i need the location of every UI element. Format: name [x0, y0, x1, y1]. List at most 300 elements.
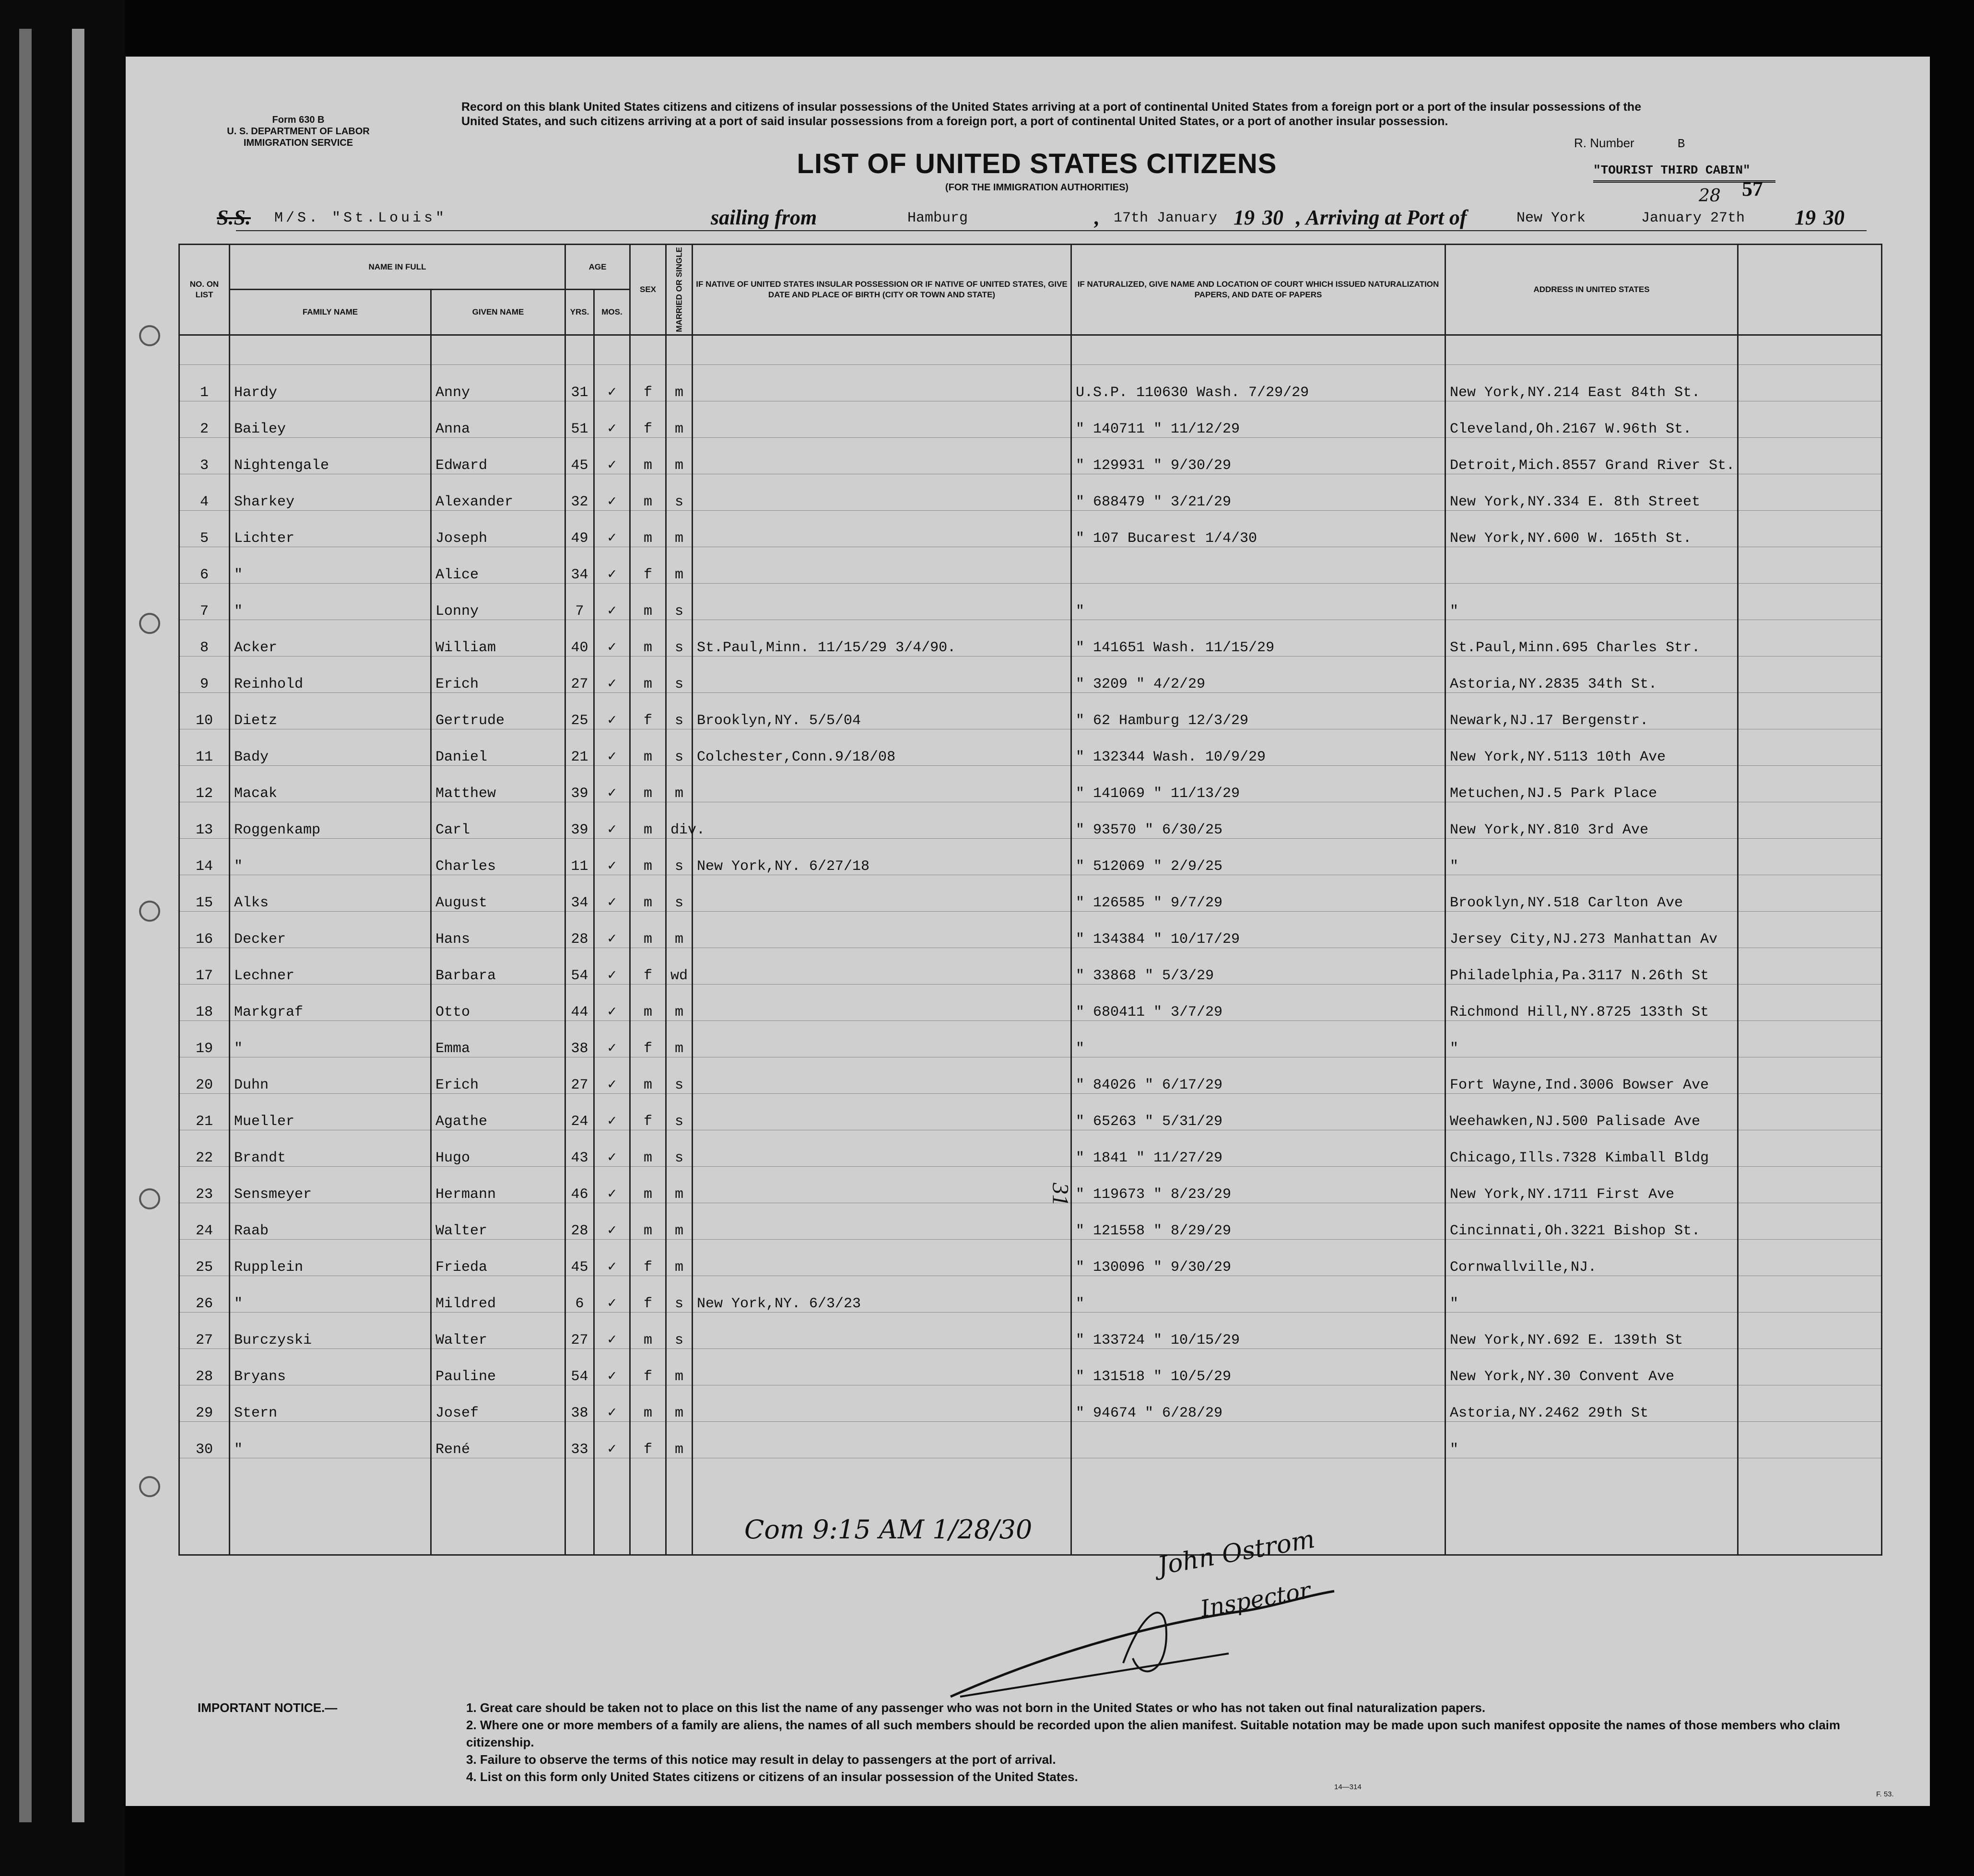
- age-years: 7: [565, 583, 594, 620]
- r-number: [1574, 136, 1685, 151]
- arrival-date: January 27th: [1641, 210, 1745, 226]
- age-years: 45: [565, 1239, 594, 1276]
- marital-status: s: [666, 1093, 693, 1130]
- birth-date-place: [693, 474, 1071, 510]
- birth-date-place: [693, 875, 1071, 911]
- naturalization-details: " 3209 " 4/2/29: [1071, 656, 1445, 692]
- table-row: [179, 729, 1882, 765]
- table-row: [179, 1276, 1882, 1312]
- given-name: Charles: [431, 838, 565, 875]
- punch-hole: [139, 325, 160, 346]
- table-row: [179, 1385, 1882, 1421]
- signature-name: John Ostrom: [1155, 1524, 1317, 1581]
- family-name: Bailey: [230, 401, 431, 437]
- birth-date-place: Brooklyn,NY. 5/5/04: [693, 692, 1071, 729]
- given-name: Frieda: [431, 1239, 565, 1276]
- table-row: [179, 1421, 1882, 1458]
- given-name: Josef: [431, 1385, 565, 1421]
- age-years: 38: [565, 1020, 594, 1057]
- row-number: 25: [179, 1239, 230, 1276]
- marital-status: s: [666, 620, 693, 656]
- age-months-check: ✓: [594, 1385, 630, 1421]
- row-number: 13: [179, 802, 230, 838]
- marital-status: m: [666, 1421, 693, 1458]
- row-number: 26: [179, 1276, 230, 1312]
- age-months-check: ✓: [594, 437, 630, 474]
- naturalization-details: [1071, 1421, 1445, 1458]
- given-name: Joseph: [431, 510, 565, 547]
- blank-cell: [1738, 838, 1882, 875]
- sex: m: [630, 984, 666, 1020]
- age-years: 33: [565, 1421, 594, 1458]
- family-name: Dietz: [230, 692, 431, 729]
- table-row: [179, 1239, 1882, 1276]
- table-row: [179, 583, 1882, 620]
- blank-row: [179, 335, 1882, 364]
- header-family-name: FAMILY NAME: [230, 290, 431, 335]
- us-address: Astoria,NY.2835 34th St.: [1445, 656, 1738, 692]
- year-prefix: 19: [1795, 206, 1816, 229]
- given-name: Daniel: [431, 729, 565, 765]
- age-years: 32: [565, 474, 594, 510]
- marital-status: s: [666, 875, 693, 911]
- blank-cell: [1738, 692, 1882, 729]
- departure-date: 17th January: [1114, 210, 1218, 226]
- age-years: 45: [565, 437, 594, 474]
- row-number: 28: [179, 1348, 230, 1385]
- row-number: 6: [179, 547, 230, 583]
- table-row: [179, 474, 1882, 510]
- naturalization-details: " 133724 " 10/15/29: [1071, 1312, 1445, 1348]
- given-name: Alexander: [431, 474, 565, 510]
- naturalization-details: " 33868 " 5/3/29: [1071, 948, 1445, 984]
- blank-cell: [1738, 1057, 1882, 1093]
- given-name: Alice: [431, 547, 565, 583]
- marital-status: m: [666, 1385, 693, 1421]
- table-row: [179, 1348, 1882, 1385]
- port-of-departure: Hamburg: [907, 210, 968, 226]
- age-months-check: ✓: [594, 1421, 630, 1458]
- blank-cell: [1738, 437, 1882, 474]
- row-number: 29: [179, 1385, 230, 1421]
- family-name: Sensmeyer: [230, 1166, 431, 1203]
- naturalization-details: " 107 Bucarest 1/4/30: [1071, 510, 1445, 547]
- us-address: Brooklyn,NY.518 Carlton Ave: [1445, 875, 1738, 911]
- family-name: Duhn: [230, 1057, 431, 1093]
- form-identifier: [183, 114, 413, 149]
- row-number: 19: [179, 1020, 230, 1057]
- age-months-check: ✓: [594, 1203, 630, 1239]
- birth-date-place: [693, 948, 1071, 984]
- row-number: 10: [179, 692, 230, 729]
- age-years: 39: [565, 765, 594, 802]
- us-address: Cincinnati,Oh.3221 Bishop St.: [1445, 1203, 1738, 1239]
- header-native-birthplace: IF NATIVE OF UNITED STATES INSULAR POSSESSION OR IF NATIVE OF UNITED STATES, GIVE DATE AND PLACE OF BIRTH (CITY OR TOWN AND STATE): [693, 245, 1071, 335]
- family-name: Reinhold: [230, 656, 431, 692]
- comma: ,: [1094, 206, 1100, 229]
- naturalization-details: " 512069 " 2/9/25: [1071, 838, 1445, 875]
- family-name: Lechner: [230, 948, 431, 984]
- sex: f: [630, 1348, 666, 1385]
- blank-cell: [1738, 1130, 1882, 1166]
- header-sex: SEX: [630, 245, 666, 335]
- family-name: Sharkey: [230, 474, 431, 510]
- sex: m: [630, 838, 666, 875]
- table-row: [179, 1312, 1882, 1348]
- age-months-check: ✓: [594, 838, 630, 875]
- birth-date-place: [693, 656, 1071, 692]
- us-address: Astoria,NY.2462 29th St: [1445, 1385, 1738, 1421]
- birth-date-place: [693, 1166, 1071, 1203]
- given-name: René: [431, 1421, 565, 1458]
- birth-date-place: [693, 1348, 1071, 1385]
- naturalization-details: U.S.P. 110630 Wash. 7/29/29: [1071, 364, 1445, 401]
- marital-status: s: [666, 692, 693, 729]
- given-name: Matthew: [431, 765, 565, 802]
- naturalization-details: [1071, 547, 1445, 583]
- family-name: Markgraf: [230, 984, 431, 1020]
- age-years: 40: [565, 620, 594, 656]
- department-name: U. S. DEPARTMENT OF LABOR: [227, 126, 370, 137]
- sex: m: [630, 1057, 666, 1093]
- blank-cell: [1738, 1276, 1882, 1312]
- blank-cell: [1738, 620, 1882, 656]
- row-number: 8: [179, 620, 230, 656]
- age-years: 34: [565, 547, 594, 583]
- naturalization-details: " 121558 " 8/29/29: [1071, 1203, 1445, 1239]
- us-address: New York,NY.692 E. 139th St: [1445, 1312, 1738, 1348]
- arriving-label: , Arriving at Port of: [1296, 206, 1467, 229]
- blank-cell: [1738, 984, 1882, 1020]
- sex: f: [630, 401, 666, 437]
- header-mos: MOS.: [594, 290, 630, 335]
- age-years: 25: [565, 692, 594, 729]
- blank-cell: [1738, 510, 1882, 547]
- header-blank: [1738, 245, 1882, 335]
- page-subtitle: (FOR THE IMMIGRATION AUTHORITIES): [945, 182, 1129, 193]
- notice-item: 3. Failure to observe the terms of this notice may result in delay to passengers at the port of arrival.: [466, 1752, 1056, 1767]
- table-row: [179, 948, 1882, 984]
- age-years: 31: [565, 364, 594, 401]
- row-number: 14: [179, 838, 230, 875]
- birth-date-place: [693, 911, 1071, 948]
- naturalization-details: ": [1071, 1276, 1445, 1312]
- notice-heading: IMPORTANT NOTICE.—: [198, 1700, 338, 1715]
- row-number: 7: [179, 583, 230, 620]
- blank-cell: [1738, 1020, 1882, 1057]
- birth-date-place: [693, 802, 1071, 838]
- us-address: Metuchen,NJ.5 Park Place: [1445, 765, 1738, 802]
- row-number: 21: [179, 1093, 230, 1130]
- naturalization-details: " 141069 " 11/13/29: [1071, 765, 1445, 802]
- birth-date-place: [693, 1093, 1071, 1130]
- given-name: Barbara: [431, 948, 565, 984]
- family-name: ": [230, 1020, 431, 1057]
- binder-edge: [0, 0, 125, 1876]
- binder-strip: [72, 29, 84, 1822]
- print-code: F. 53.: [1876, 1790, 1894, 1798]
- row-number: 30: [179, 1421, 230, 1458]
- sex: m: [630, 729, 666, 765]
- blank-cell: [1738, 765, 1882, 802]
- given-name: William: [431, 620, 565, 656]
- marital-status: s: [666, 583, 693, 620]
- blank-cell: [1738, 1348, 1882, 1385]
- row-number: 20: [179, 1057, 230, 1093]
- table-row: [179, 1203, 1882, 1239]
- sex: f: [630, 1239, 666, 1276]
- birth-date-place: St.Paul,Minn. 11/15/29 3/4/90.: [693, 620, 1071, 656]
- notice-item: 4. List on this form only United States citizens or citizens of an insular possession of the United States.: [466, 1770, 1078, 1784]
- birth-date-place: [693, 1020, 1071, 1057]
- family-name: Lichter: [230, 510, 431, 547]
- us-address: ": [1445, 1020, 1738, 1057]
- birth-date-place: New York,NY. 6/27/18: [693, 838, 1071, 875]
- birth-date-place: [693, 437, 1071, 474]
- us-address: ": [1445, 1276, 1738, 1312]
- table-row: [179, 1057, 1882, 1093]
- table-row: [179, 547, 1882, 583]
- row-number: 27: [179, 1312, 230, 1348]
- family-name: Mueller: [230, 1093, 431, 1130]
- given-name: August: [431, 875, 565, 911]
- naturalization-details: " 688479 " 3/21/29: [1071, 474, 1445, 510]
- family-name: ": [230, 583, 431, 620]
- marital-status: m: [666, 911, 693, 948]
- naturalization-details: " 132344 Wash. 10/9/29: [1071, 729, 1445, 765]
- age-months-check: ✓: [594, 911, 630, 948]
- sex: m: [630, 510, 666, 547]
- given-name: Hermann: [431, 1166, 565, 1203]
- arrival-year: 30: [1823, 206, 1845, 229]
- sex: f: [630, 1093, 666, 1130]
- sex: f: [630, 364, 666, 401]
- marital-status: m: [666, 547, 693, 583]
- manifest-sheet: [126, 57, 1930, 1806]
- family-name: Hardy: [230, 364, 431, 401]
- marital-status: s: [666, 474, 693, 510]
- age-years: 28: [565, 911, 594, 948]
- birth-date-place: [693, 547, 1071, 583]
- punch-hole: [139, 613, 160, 634]
- sex: f: [630, 1421, 666, 1458]
- table-row: [179, 838, 1882, 875]
- us-address: St.Paul,Minn.695 Charles Str.: [1445, 620, 1738, 656]
- family-name: ": [230, 838, 431, 875]
- age-months-check: ✓: [594, 1130, 630, 1166]
- family-name: Acker: [230, 620, 431, 656]
- row-number: 15: [179, 875, 230, 911]
- us-address: New York,NY.810 3rd Ave: [1445, 802, 1738, 838]
- birth-date-place: [693, 1385, 1071, 1421]
- blank-cell: [1738, 1239, 1882, 1276]
- us-address: New York,NY.600 W. 165th St.: [1445, 510, 1738, 547]
- sex: m: [630, 437, 666, 474]
- age-years: 39: [565, 802, 594, 838]
- marital-status: m: [666, 1166, 693, 1203]
- age-months-check: ✓: [594, 1057, 630, 1093]
- age-months-check: ✓: [594, 765, 630, 802]
- blank-cell: [1738, 1203, 1882, 1239]
- age-years: 46: [565, 1166, 594, 1203]
- age-months-check: ✓: [594, 948, 630, 984]
- marital-status: div.: [666, 802, 693, 838]
- naturalization-details: " 65263 " 5/31/29: [1071, 1093, 1445, 1130]
- sex: m: [630, 765, 666, 802]
- family-name: Bryans: [230, 1348, 431, 1385]
- row-number: 18: [179, 984, 230, 1020]
- naturalization-details: " 141651 Wash. 11/15/29: [1071, 620, 1445, 656]
- marital-status: m: [666, 1020, 693, 1057]
- birth-date-place: [693, 1130, 1071, 1166]
- header-given-name: GIVEN NAME: [431, 290, 565, 335]
- family-name: Macak: [230, 765, 431, 802]
- notice-list: [466, 1699, 1881, 1785]
- row-number: 11: [179, 729, 230, 765]
- print-code: 14—314: [1334, 1783, 1362, 1791]
- family-name: Nightengale: [230, 437, 431, 474]
- age-months-check: ✓: [594, 1020, 630, 1057]
- age-years: 11: [565, 838, 594, 875]
- given-name: Lonny: [431, 583, 565, 620]
- table-row: [179, 1166, 1882, 1203]
- birth-date-place: [693, 510, 1071, 547]
- naturalization-details: ": [1071, 583, 1445, 620]
- age-months-check: ✓: [594, 583, 630, 620]
- punch-hole: [139, 1476, 160, 1497]
- header-age: AGE: [565, 245, 630, 290]
- given-name: Hans: [431, 911, 565, 948]
- notice-item: 2. Where one or more members of a family are aliens, the names of all such members should be recorded upon the alien manifest. Suitable notation may be made upon such manifest opposite the names of those members who claim citizenship.: [466, 1718, 1841, 1749]
- naturalization-details: " 131518 " 10/5/29: [1071, 1348, 1445, 1385]
- table-row: [179, 656, 1882, 692]
- age-years: 43: [565, 1130, 594, 1166]
- age-months-check: ✓: [594, 656, 630, 692]
- us-address: Newark,NJ.17 Bergenstr.: [1445, 692, 1738, 729]
- age-months-check: ✓: [594, 802, 630, 838]
- blank-cell: [1738, 364, 1882, 401]
- age-years: 54: [565, 948, 594, 984]
- birth-date-place: Colchester,Conn.9/18/08: [693, 729, 1071, 765]
- age-months-check: ✓: [594, 1348, 630, 1385]
- row-number: 2: [179, 401, 230, 437]
- marital-status: m: [666, 401, 693, 437]
- naturalization-details: " 94674 " 6/28/29: [1071, 1385, 1445, 1421]
- family-name: Brandt: [230, 1130, 431, 1166]
- age-months-check: ✓: [594, 364, 630, 401]
- age-years: 44: [565, 984, 594, 1020]
- age-years: 49: [565, 510, 594, 547]
- r-number-label: R. Number: [1574, 136, 1634, 150]
- family-name: Bady: [230, 729, 431, 765]
- sex: m: [630, 1203, 666, 1239]
- header-naturalization: IF NATURALIZED, GIVE NAME AND LOCATION OF COURT WHICH ISSUED NATURALIZATION PAPERS, AND DATE OF PAPERS: [1071, 245, 1445, 335]
- us-address: Richmond Hill,NY.8725 133th St: [1445, 984, 1738, 1020]
- page-title: LIST OF UNITED STATES CITIZENS: [797, 148, 1277, 179]
- departure-year: 30: [1262, 206, 1283, 229]
- family-name: Rupplein: [230, 1239, 431, 1276]
- blank-cell: [1738, 1093, 1882, 1130]
- us-address: [1445, 547, 1738, 583]
- age-months-check: ✓: [594, 510, 630, 547]
- birth-date-place: [693, 364, 1071, 401]
- blank-cell: [1738, 1312, 1882, 1348]
- sex: f: [630, 1020, 666, 1057]
- age-months-check: ✓: [594, 620, 630, 656]
- table-row: [179, 875, 1882, 911]
- sex: m: [630, 474, 666, 510]
- birth-date-place: [693, 1312, 1071, 1348]
- us-address: ": [1445, 838, 1738, 875]
- arrival-date-correction: 28: [1699, 186, 1721, 206]
- given-name: Pauline: [431, 1348, 565, 1385]
- age-years: 38: [565, 1385, 594, 1421]
- age-years: 27: [565, 1312, 594, 1348]
- given-name: Carl: [431, 802, 565, 838]
- given-name: Gertrude: [431, 692, 565, 729]
- row-number: 9: [179, 656, 230, 692]
- given-name: Erich: [431, 656, 565, 692]
- marital-status: m: [666, 437, 693, 474]
- record-instructions: Record on this blank United States citizens and citizens of insular possessions of the United States arriving at a port of continental United States from a foreign port or a port of the insular possessions of the United States, and such citizens arriving at a port of said insular possessions from a foreign port, a port of continental United States, or a port of another insular possession.: [461, 100, 1642, 128]
- given-name: Walter: [431, 1203, 565, 1239]
- year-prefix: 19: [1234, 206, 1255, 229]
- blank-cell: [1738, 729, 1882, 765]
- family-name: ": [230, 547, 431, 583]
- row-number: 24: [179, 1203, 230, 1239]
- marital-status: s: [666, 838, 693, 875]
- given-name: Anna: [431, 401, 565, 437]
- age-months-check: ✓: [594, 401, 630, 437]
- naturalization-details: " 93570 " 6/30/25: [1071, 802, 1445, 838]
- given-name: Mildred: [431, 1276, 565, 1312]
- us-address: Fort Wayne,Ind.3006 Bowser Ave: [1445, 1057, 1738, 1093]
- binder-strip: [19, 29, 32, 1822]
- table-row: [179, 510, 1882, 547]
- row-number: 16: [179, 911, 230, 948]
- birth-date-place: [693, 583, 1071, 620]
- family-name: ": [230, 1421, 431, 1458]
- birth-date-place: [693, 765, 1071, 802]
- row-number: 4: [179, 474, 230, 510]
- row-number: 5: [179, 510, 230, 547]
- marital-status: s: [666, 1057, 693, 1093]
- naturalization-details: " 130096 " 9/30/29: [1071, 1239, 1445, 1276]
- sex: f: [630, 948, 666, 984]
- age-months-check: ✓: [594, 1312, 630, 1348]
- naturalization-details: " 129931 " 9/30/29: [1071, 437, 1445, 474]
- table-row: [179, 620, 1882, 656]
- marital-status: s: [666, 1312, 693, 1348]
- age-months-check: ✓: [594, 1093, 630, 1130]
- given-name: Otto: [431, 984, 565, 1020]
- given-name: Agathe: [431, 1093, 565, 1130]
- row-number: 12: [179, 765, 230, 802]
- age-months-check: ✓: [594, 984, 630, 1020]
- pencil-count: 31: [1047, 1183, 1073, 1206]
- notice-item: 1. Great care should be taken not to place on this list the name of any passenger who was not born in the United States or who has not taken out final naturalization papers.: [466, 1700, 1486, 1715]
- age-years: 27: [565, 1057, 594, 1093]
- blank-cell: [1738, 802, 1882, 838]
- blank-cell: [1738, 656, 1882, 692]
- sex: f: [630, 1276, 666, 1312]
- sex: m: [630, 583, 666, 620]
- us-address: New York,NY.334 E. 8th Street: [1445, 474, 1738, 510]
- header-number: NO. ON LIST: [179, 245, 230, 335]
- naturalization-details: " 126585 " 9/7/29: [1071, 875, 1445, 911]
- marital-status: m: [666, 1348, 693, 1385]
- ss-struck: S.S.: [217, 206, 251, 229]
